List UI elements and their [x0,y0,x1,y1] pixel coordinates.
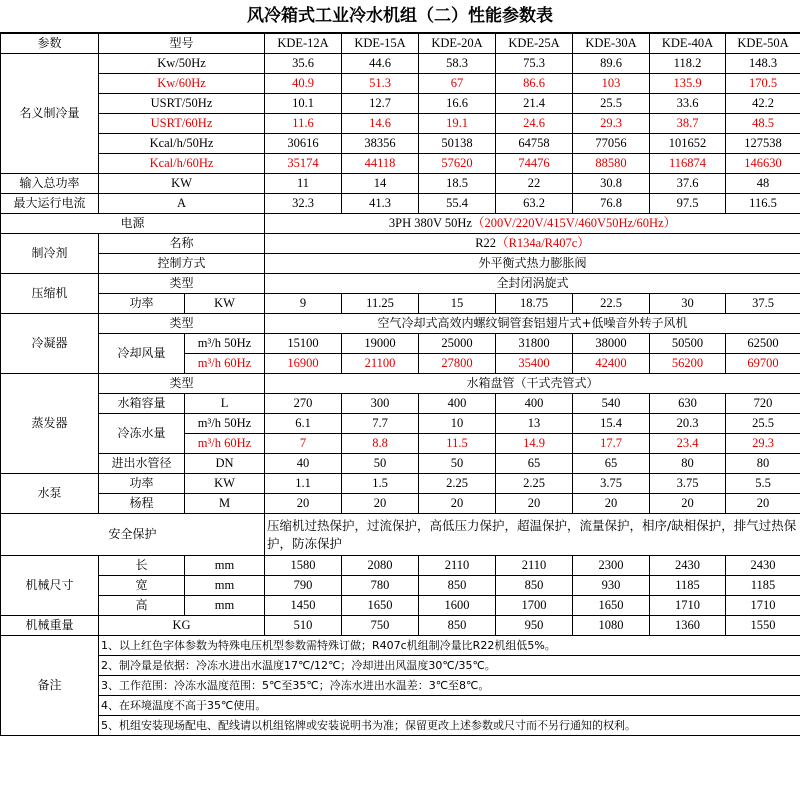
value-cell: 116.5 [726,194,800,214]
dimension-row [1,596,800,616]
weight-label: 机械重量 [1,616,99,636]
refrigerant-control-row [1,254,800,274]
value-cell: 20 [265,494,342,514]
unit-cell: KG [99,616,265,636]
value-cell: 35400 [496,354,573,374]
compressor-type-value: 全封闭涡旋式 [265,274,800,294]
header-model: 型号 [99,34,265,54]
refrigerant-row [1,234,800,254]
note-text: 4、在环境温度不高于35℃使用。 [99,696,800,716]
value-cell: 2080 [342,556,419,576]
pump-power-row [1,474,800,494]
evaporator-type-value: 水箱盘管（干式壳管式） [265,374,800,394]
value-cell: 58.3 [419,54,496,74]
evaporator-pipe-row [1,454,800,474]
model-header: KDE-50A [726,34,800,54]
power-supply-value [265,214,800,234]
value-cell: 101652 [650,134,726,154]
value-cell: 2.25 [496,474,573,494]
value-cell: 1.1 [265,474,342,494]
value-cell: 40.9 [265,74,342,94]
value-cell: 51.3 [342,74,419,94]
pipe-label: 进出水管径 [99,454,185,474]
value-cell: 18.75 [496,294,573,314]
note-text: 3、工作范围：冷冻水温度范围：5℃至35℃；冷冻水进出水温差：3℃至8℃。 [99,676,800,696]
input-power-row [1,174,800,194]
value-cell: 20 [650,494,726,514]
unit-cell: L [185,394,265,414]
value-cell: 850 [496,576,573,596]
value-cell: 1700 [496,596,573,616]
value-cell: 19.1 [419,114,496,134]
value-cell: 40 [265,454,342,474]
value-cell: 2300 [573,556,650,576]
value-cell: 11 [265,174,342,194]
value-cell: 2110 [496,556,573,576]
value-cell: 8.8 [342,434,419,454]
value-cell: 32.3 [265,194,342,214]
value-cell: 1710 [726,596,800,616]
value-cell: 97.5 [650,194,726,214]
value-cell: 29.3 [726,434,800,454]
value-cell: 540 [573,394,650,414]
unit-cell: mm [185,596,265,616]
model-header: KDE-30A [573,34,650,54]
header-param: 参数 [1,34,99,54]
cooling-row [1,114,800,134]
value-cell: 20 [726,494,800,514]
unit-cell: KW [185,294,265,314]
max-current-label: 最大运行电流 [1,194,99,214]
model-header: KDE-25A [496,34,573,54]
note-row [1,696,800,716]
value-cell: 11.6 [265,114,342,134]
refrigerant-name-value [265,234,800,254]
value-cell: 12.7 [342,94,419,114]
value-cell: 15 [419,294,496,314]
control-label: 控制方式 [99,254,265,274]
value-cell: 13 [496,414,573,434]
value-cell: 24.6 [496,114,573,134]
control-value: 外平衡式热力膨胀阀 [265,254,800,274]
compressor-type-label: 类型 [99,274,265,294]
value-cell: 42.2 [726,94,800,114]
value-cell: 118.2 [650,54,726,74]
value-cell: 1650 [342,596,419,616]
condenser-label: 冷凝器 [1,314,99,374]
value-cell: 63.2 [496,194,573,214]
safety-label: 安全保护 [1,514,265,556]
value-cell: 22 [496,174,573,194]
value-cell: 116874 [650,154,726,174]
value-cell: 510 [265,616,342,636]
value-cell: 1600 [419,596,496,616]
value-cell: 14 [342,174,419,194]
value-cell: 20.3 [650,414,726,434]
value-cell: 25.5 [726,414,800,434]
value-cell: 41.3 [342,194,419,214]
value-cell: 270 [265,394,342,414]
value-cell: 64758 [496,134,573,154]
value-cell: 3.75 [650,474,726,494]
tank-label: 水箱容量 [99,394,185,414]
value-cell: 135.9 [650,74,726,94]
value-cell: 10.1 [265,94,342,114]
value-cell: 38.7 [650,114,726,134]
note-row [1,636,800,656]
note-row [1,656,800,676]
value-cell: 50 [419,454,496,474]
value-cell: 50500 [650,334,726,354]
dimension-name: 宽 [99,576,185,596]
unit-cell: mm [185,576,265,596]
value-cell: 16.6 [419,94,496,114]
value-cell: 7.7 [342,414,419,434]
value-cell: 29.3 [573,114,650,134]
cell-text: 3PH 380V 50Hz [388,216,472,230]
value-cell: 75.3 [496,54,573,74]
value-cell: 48.5 [726,114,800,134]
airflow-label: 冷却风量 [99,334,185,374]
unit-cell: Kcal/h/60Hz [99,154,265,174]
max-current-row [1,194,800,214]
value-cell: 55.4 [419,194,496,214]
flow-label: 冷冻水量 [99,414,185,454]
value-cell: 2430 [650,556,726,576]
unit-cell: m³/h 50Hz [185,334,265,354]
value-cell: 27800 [419,354,496,374]
value-cell: 6.1 [265,414,342,434]
pump-power-label: 功率 [99,474,185,494]
value-cell: 37.5 [726,294,800,314]
value-cell: 750 [342,616,419,636]
value-cell: 930 [573,576,650,596]
model-header: KDE-15A [342,34,419,54]
value-cell: 30616 [265,134,342,154]
cell-text: （200V/220V/415V/460V50Hz/60Hz） [471,216,677,230]
value-cell: 146630 [726,154,800,174]
value-cell: 20 [419,494,496,514]
note-text: 1、以上红色字体参数为特殊电压机型参数需特殊订做；R407c机组制冷量比R22机组低5%。 [99,636,800,656]
unit-cell: m³/h 60Hz [185,354,265,374]
cooling-row [1,74,800,94]
page-title: 风冷箱式工业冷水机组（二）性能参数表 [0,0,800,33]
cooling-row [1,154,800,174]
value-cell: 3.75 [573,474,650,494]
note-text: 5、机组安装现场配电、配线请以机组铭牌或安装说明书为准；保留更改上述参数或尺寸而不另行通知的权利。 [99,716,800,736]
unit-cell: USRT/60Hz [99,114,265,134]
value-cell: 30 [650,294,726,314]
value-cell: 780 [342,576,419,596]
evaporator-tank-row [1,394,800,414]
value-cell: 33.6 [650,94,726,114]
value-cell: 400 [496,394,573,414]
value-cell: 50 [342,454,419,474]
cooling-row [1,134,800,154]
value-cell: 57620 [419,154,496,174]
value-cell: 17.7 [573,434,650,454]
dimension-name: 高 [99,596,185,616]
unit-cell: m³/h 60Hz [185,434,265,454]
value-cell: 77056 [573,134,650,154]
value-cell: 38000 [573,334,650,354]
value-cell: 30.8 [573,174,650,194]
refrigerant-label: 制冷剂 [1,234,99,274]
compressor-type-row [1,274,800,294]
value-cell: 790 [265,576,342,596]
value-cell: 25000 [419,334,496,354]
value-cell: 1360 [650,616,726,636]
value-cell: 80 [726,454,800,474]
unit-cell: USRT/50Hz [99,94,265,114]
value-cell: 56200 [650,354,726,374]
value-cell: 7 [265,434,342,454]
note-row [1,676,800,696]
power-supply-row [1,214,800,234]
cooling-label: 名义制冷量 [1,54,99,174]
evaporator-type-label: 类型 [99,374,265,394]
value-cell: 850 [419,616,496,636]
compressor-label: 压缩机 [1,274,99,314]
value-cell: 89.6 [573,54,650,74]
value-cell: 127538 [726,134,800,154]
note-row [1,716,800,736]
compressor-power-label: 功率 [99,294,185,314]
value-cell: 1450 [265,596,342,616]
unit-cell: KW [185,474,265,494]
evaporator-label: 蒸发器 [1,374,99,474]
value-cell: 42400 [573,354,650,374]
value-cell: 20 [573,494,650,514]
value-cell: 630 [650,394,726,414]
spec-table [0,33,800,736]
value-cell: 48 [726,174,800,194]
value-cell: 720 [726,394,800,414]
value-cell: 14.6 [342,114,419,134]
unit-cell: DN [185,454,265,474]
cell-text: R22 [475,236,497,250]
value-cell: 1185 [650,576,726,596]
weight-row [1,616,800,636]
cooling-row [1,94,800,114]
notes-label: 备注 [1,636,99,736]
model-header: KDE-40A [650,34,726,54]
value-cell: 400 [419,394,496,414]
value-cell: 1.5 [342,474,419,494]
value-cell: 86.6 [496,74,573,94]
value-cell: 20 [342,494,419,514]
dimension-name: 长 [99,556,185,576]
compressor-power-row [1,294,800,314]
value-cell: 31800 [496,334,573,354]
unit-cell: mm [185,556,265,576]
value-cell: 25.5 [573,94,650,114]
value-cell: 2.25 [419,474,496,494]
dimension-row [1,556,800,576]
unit-cell: Kcal/h/50Hz [99,134,265,154]
input-power-label: 输入总功率 [1,174,99,194]
value-cell: 2110 [419,556,496,576]
condenser-type-label: 类型 [99,314,265,334]
dimension-row [1,576,800,596]
unit-cell: Kw/60Hz [99,74,265,94]
evaporator-type-row [1,374,800,394]
value-cell: 300 [342,394,419,414]
value-cell: 103 [573,74,650,94]
value-cell: 21100 [342,354,419,374]
value-cell: 1710 [650,596,726,616]
value-cell: 1650 [573,596,650,616]
value-cell: 62500 [726,334,800,354]
value-cell: 18.5 [419,174,496,194]
value-cell: 20 [496,494,573,514]
value-cell: 11.25 [342,294,419,314]
value-cell: 5.5 [726,474,800,494]
value-cell: 2430 [726,556,800,576]
value-cell: 16900 [265,354,342,374]
value-cell: 69700 [726,354,800,374]
evaporator-flow-row [1,414,800,434]
value-cell: 19000 [342,334,419,354]
header-row [1,34,800,54]
value-cell: 76.8 [573,194,650,214]
value-cell: 10 [419,414,496,434]
value-cell: 170.5 [726,74,800,94]
unit-cell: m³/h 50Hz [185,414,265,434]
model-header: KDE-20A [419,34,496,54]
dimensions-label: 机械尺寸 [1,556,99,616]
value-cell: 22.5 [573,294,650,314]
unit-cell: M [185,494,265,514]
unit-cell: A [99,194,265,214]
refrigerant-name-label: 名称 [99,234,265,254]
unit-cell: Kw/50Hz [99,54,265,74]
value-cell: 35.6 [265,54,342,74]
value-cell: 1080 [573,616,650,636]
note-text: 2、制冷量是依据：冷冻水进出水温度17℃/12℃；冷却进出风温度30℃/35℃。 [99,656,800,676]
value-cell: 148.3 [726,54,800,74]
condenser-type-row [1,314,800,334]
value-cell: 38356 [342,134,419,154]
value-cell: 9 [265,294,342,314]
pump-head-label: 杨程 [99,494,185,514]
condenser-type-value: 空气冷却式高效内螺纹铜管套铝翅片式+低噪音外转子风机 [265,314,800,334]
safety-row [1,514,800,556]
unit-cell: KW [99,174,265,194]
cell-text: （R134a/R407c） [496,236,590,250]
value-cell: 15100 [265,334,342,354]
value-cell: 65 [573,454,650,474]
value-cell: 37.6 [650,174,726,194]
value-cell: 35174 [265,154,342,174]
cooling-row [1,54,800,74]
value-cell: 44118 [342,154,419,174]
value-cell: 15.4 [573,414,650,434]
value-cell: 1185 [726,576,800,596]
value-cell: 88580 [573,154,650,174]
value-cell: 67 [419,74,496,94]
model-header: KDE-12A [265,34,342,54]
value-cell: 14.9 [496,434,573,454]
value-cell: 850 [419,576,496,596]
value-cell: 1580 [265,556,342,576]
pump-head-row [1,494,800,514]
power-supply-label: 电源 [1,214,265,234]
value-cell: 950 [496,616,573,636]
spec-table-body [1,34,800,736]
value-cell: 74476 [496,154,573,174]
safety-value: 压缩机过热保护，过流保护，高低压力保护，超温保护，流量保护，相序/缺相保护，排气过热保护，防冻保护 [265,514,800,556]
value-cell: 21.4 [496,94,573,114]
value-cell: 44.6 [342,54,419,74]
value-cell: 11.5 [419,434,496,454]
pump-label: 水泵 [1,474,99,514]
value-cell: 1550 [726,616,800,636]
value-cell: 80 [650,454,726,474]
value-cell: 23.4 [650,434,726,454]
condenser-airflow-row [1,334,800,354]
value-cell: 50138 [419,134,496,154]
value-cell: 65 [496,454,573,474]
